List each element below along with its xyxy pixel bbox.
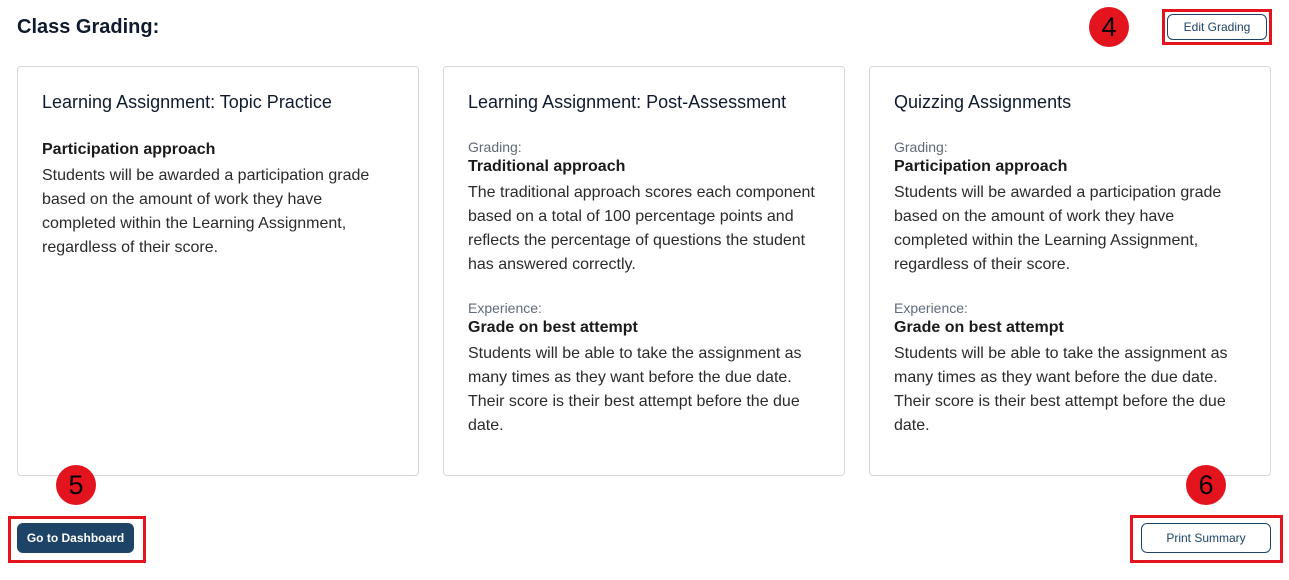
section-label: Experience:	[894, 300, 968, 316]
experience-section	[468, 299, 820, 438]
section-heading: Participation approach	[894, 158, 1068, 175]
section-description: The traditional approach scores each component based on a total of 100 percentage points and reflects the percentage of questions the student has answered correctly.	[468, 184, 815, 273]
callout-badge-4: 4	[1089, 7, 1129, 47]
section-description: Students will be able to take the assignment as many times as they want before the due date. Their score is their best attempt before the due date.	[894, 345, 1228, 434]
callout-badge-6: 6	[1186, 465, 1226, 505]
grading-section	[42, 139, 394, 260]
grading-card-quizzing	[869, 66, 1271, 476]
section-heading: Grade on best attempt	[894, 319, 1064, 336]
section-description: Students will be able to take the assignment as many times as they want before the due date. Their score is their best attempt before the due date.	[468, 345, 802, 434]
card-title: Learning Assignment: Post-Assessment	[468, 92, 787, 112]
experience-section	[894, 299, 1246, 438]
grading-section	[468, 138, 820, 277]
go-to-dashboard-button[interactable]: Go to Dashboard	[17, 523, 134, 553]
section-heading: Participation approach	[42, 141, 216, 158]
edit-grading-button[interactable]: Edit Grading	[1167, 14, 1267, 40]
section-label: Experience:	[468, 300, 542, 316]
section-heading: Grade on best attempt	[468, 319, 638, 336]
page-title: Class Grading:	[17, 16, 160, 38]
grading-section	[894, 138, 1246, 277]
card-title: Learning Assignment: Topic Practice	[42, 92, 332, 112]
section-description: Students will be awarded a participation grade based on the amount of work they have completed within the Learning Assignment, regardless of their score.	[42, 167, 370, 256]
print-summary-button[interactable]: Print Summary	[1141, 523, 1271, 553]
grading-card-topic-practice	[17, 66, 419, 476]
card-title: Quizzing Assignments	[894, 92, 1072, 112]
callout-badge-5: 5	[56, 465, 96, 505]
section-label: Grading:	[468, 139, 522, 155]
grading-card-post-assessment	[443, 66, 845, 476]
section-heading: Traditional approach	[468, 158, 626, 175]
section-label: Grading:	[894, 139, 948, 155]
section-description: Students will be awarded a participation grade based on the amount of work they have completed within the Learning Assignment, regardless of their score.	[894, 184, 1222, 273]
